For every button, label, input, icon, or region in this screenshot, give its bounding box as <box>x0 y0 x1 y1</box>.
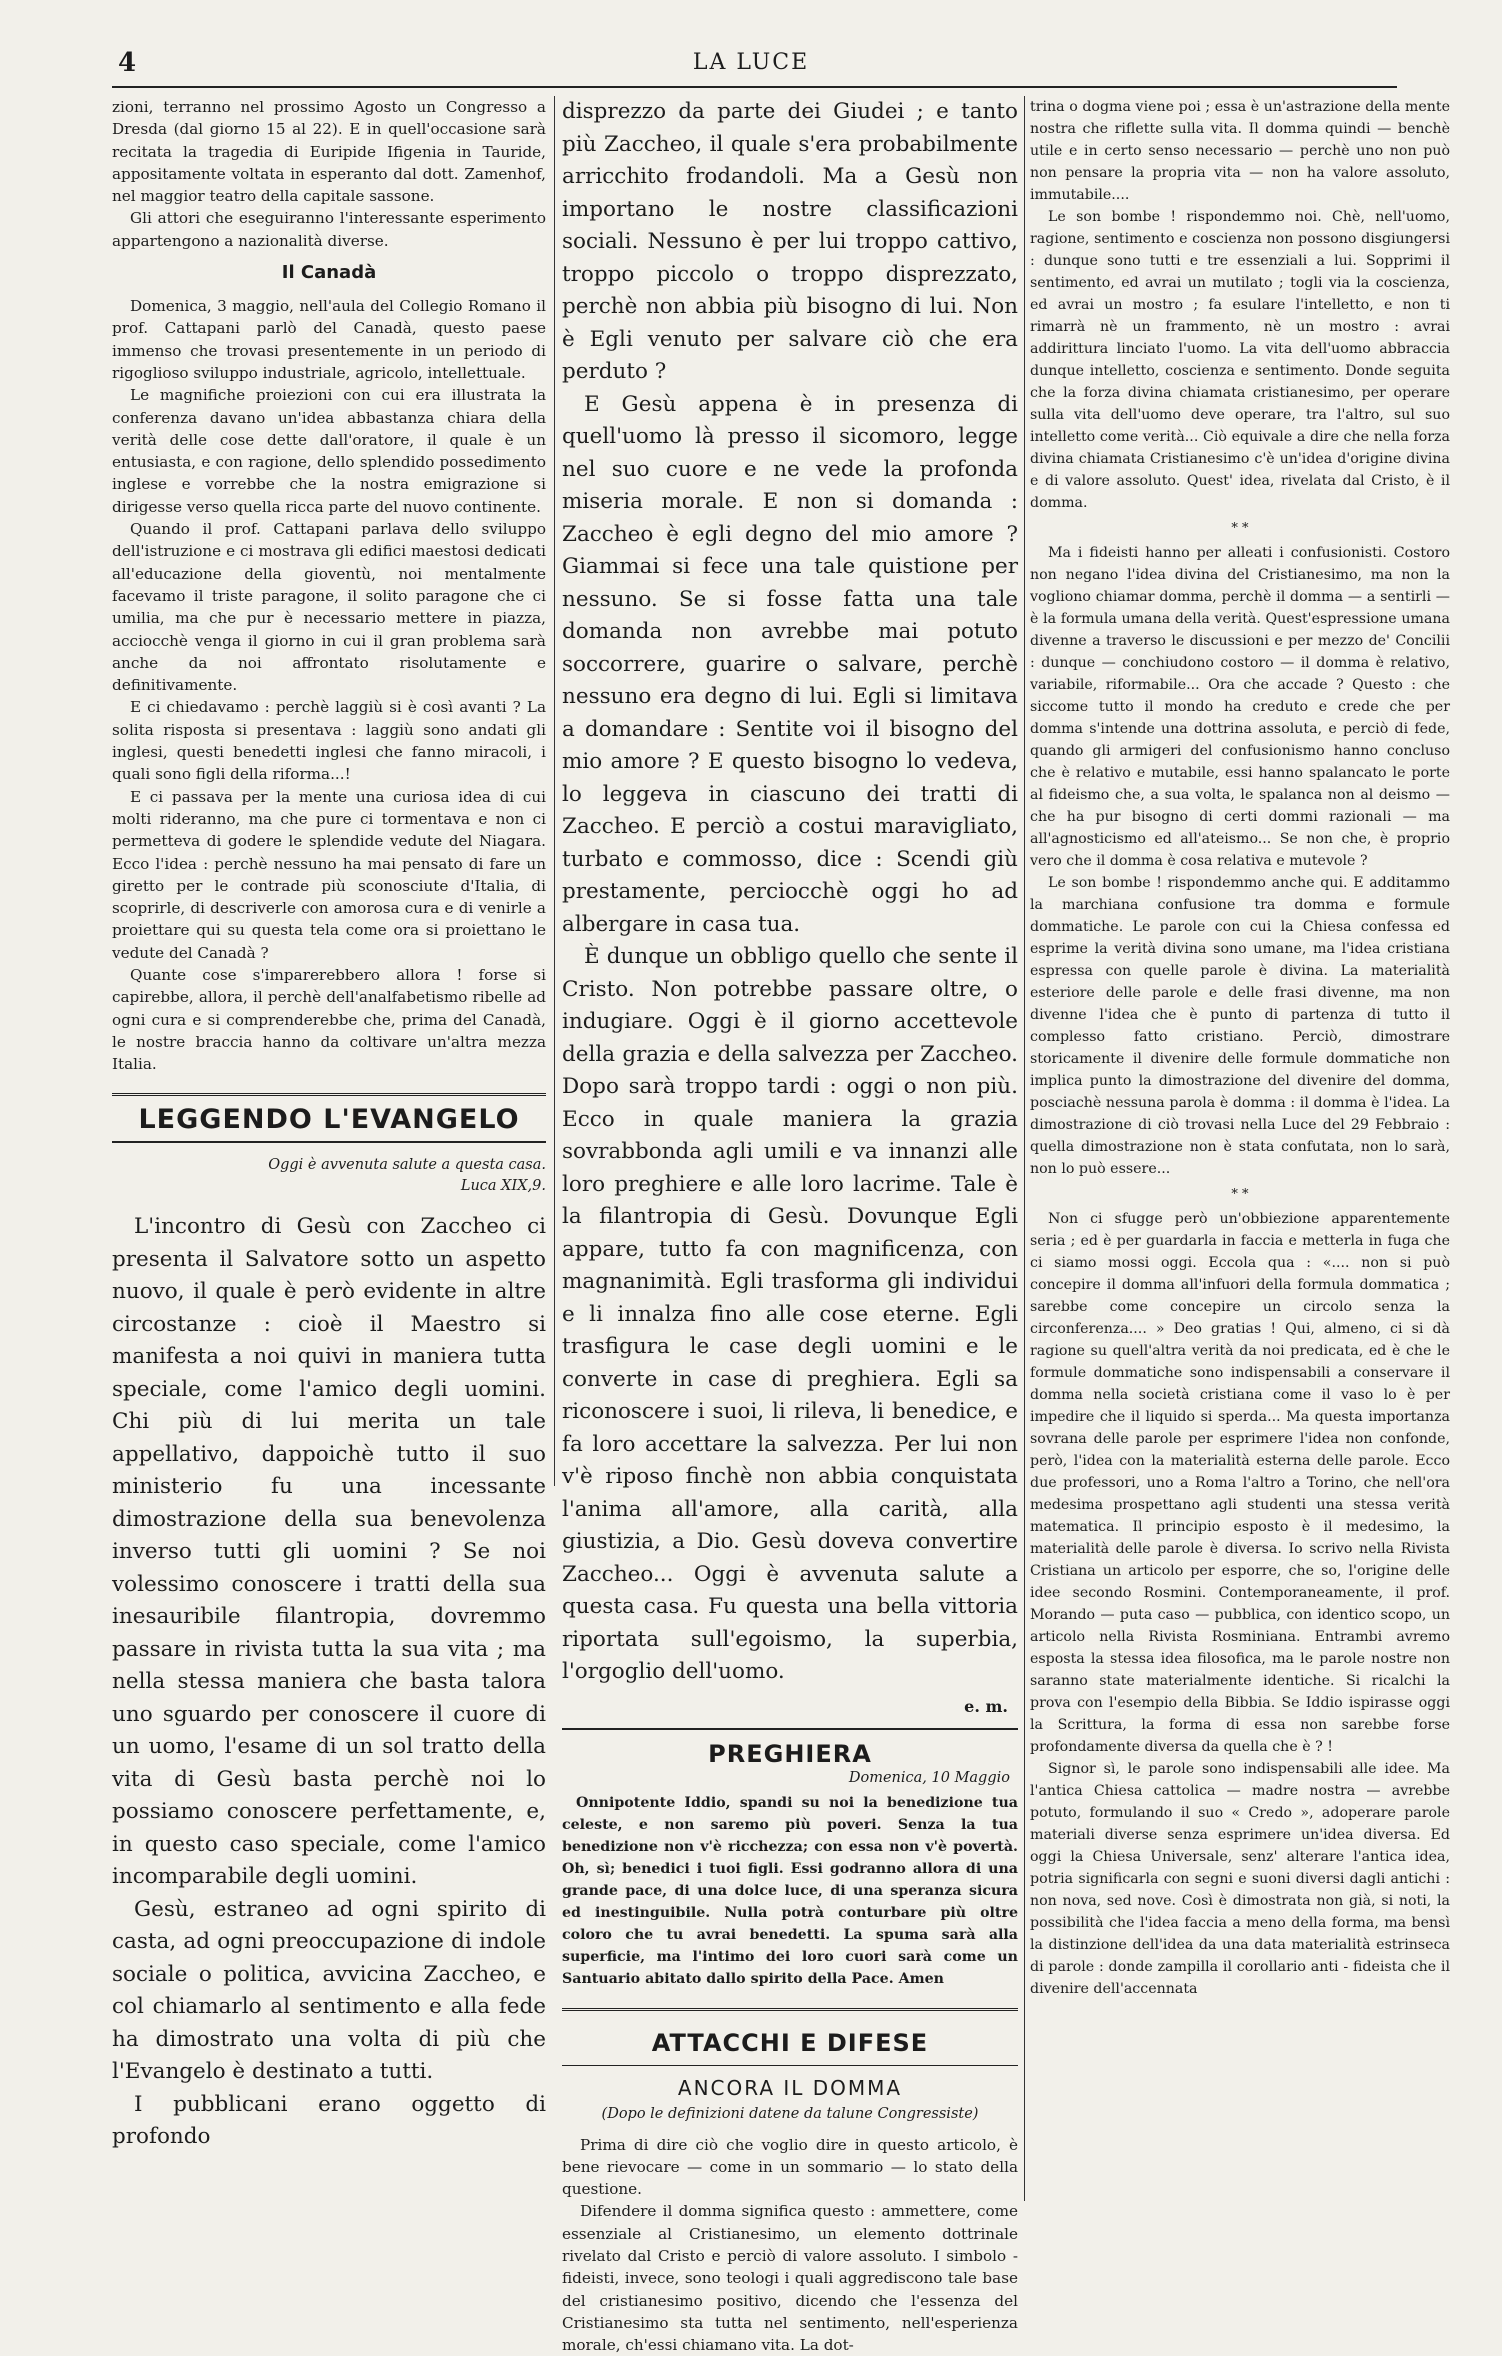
evangelo-paragraph: È dunque un obbligo quello che sente il Cristo. Non potrebbe passare oltre, o indugiare. Oggi è il giorno accettevole della grazia e della salvezza per Zaccheo. Dopo sarà troppo tardi : oggi o non più. Ecco in quale maniera la grazia sovrabbonda agli umili e va innanzi alle loro preghiere e alle loro lacrime. Tale è la filantropia di Gesù. Dovunque Egli appare, tutto fa con magnificenza, con magnanimità. Egli trasforma gli individui e li innalza fino alle cose eterne. Egli trasfigura le case degli uomini e le converte in case di preghiera. Egli sa riconoscere i suoi, li rileva, li benedice, e fa loro accettare la salvezza. Per lui non v'è riposo finchè non abbia conquistata l'anima all'amore, alla carità, alla giustizia, a Dio. Gesù doveva convertire Zaccheo... Oggi è avvenuta salute a questa casa. Fu questa una bella vittoria riportata sull'egoismo, la superbia, l'orgoglio dell'uomo. <box>562 944 1018 1684</box>
attacchi-underline <box>562 2065 1018 2066</box>
dogma-paragraph: Le son bombe ! rispondemmo anche qui. E additammo la marchiana confusione tra domma e formule dommatiche. Le parole con cui la Chiesa confessa ed esprime la verità divina sono umane, ma l'idea cristiana espressa con quelle parole è divina. La materialità esteriore delle parole e delle frasi divenne, ma non divenne l'idea che è punto di partenza di tutto il complesso fatto cristiano. Perciò, dimostrare storicamente il divenire delle formule dommatiche non implica punto la dimostrazione del divenire del domma, posciachè nessuna parola è domma : il domma è l'idea. La dimostrazione di ciò trovasi nella Luce del 29 Febbraio : quella dimostrazione non è stata confutata, non lo sarà, non lo può essere... <box>1030 875 1450 1177</box>
dogma-heading: ANCORA IL DOMMA <box>677 2075 903 2100</box>
dogma-note: (Dopo le definizioni datene da talune Congressiste) <box>601 2105 979 2122</box>
column-separator-1 <box>554 96 555 1486</box>
epigraph-reference: Luca XIX,9. <box>460 1178 546 1195</box>
page-number: 4 <box>118 48 137 78</box>
preghiera-date: Domenica, 10 Maggio <box>848 1769 1010 1786</box>
column-1 <box>112 96 546 2206</box>
dogma-paragraph: Ma i fideisti hanno per alleati i confusionisti. Costoro non negano l'idea divina del Cristianesimo, ma non la vogliono chiamar domma, perchè il domma — a sentirli — è la formula umana della verità. Quest'espressione umana divenne a traverso le discussioni e per mezzo de' Concilii : dunque — conchiudono costoro — il domma è relativo, variabile, riformabile... Ora che accade ? Questo : che siccome tutto il mondo ha creduto e crede che per domma s'intende una dottrina assoluta, e perciò di fede, quando gli armigeri del confusionismo hanno concluso che è relativo e mutabile, essi hanno spalancato le porte al fideismo che, a sua volta, le spalanca non al deismo — che ha pur bisogno di certi dommi razionali — ma all'agnosticismo ed all'ateismo... Se non che, è proprio vero che il domma è cosa relativa e mutevole ? <box>1030 545 1450 869</box>
evangelo-paragraph: L'incontro di Gesù con Zaccheo ci presenta il Salvatore sotto un aspetto nuovo, il quale è però evidente in altre circostanze : cioè il Maestro si manifesta a noi quivi in maniera tutta speciale, come l'amico degli uomini. Chi più di lui merita un tale appellativo, dappoichè tutto il suo ministerio fu una incessante dimostrazione della sua benevolenza inverso tutti gli uomini ? Se noi volessimo conoscere i tratti della sua inesauribile filantropia, dovremmo passare in rivista tutta la sua vita ; ma nella stessa maniera che basta talora uno sguardo per conoscere il cuore di un uomo, l'esame di un sol tratto della vita di Gesù basta perchè noi lo possiamo conoscere perfettamente, e, in questo caso speciale, come l'amico incomparabile degli uomini. <box>112 1214 546 1890</box>
evangelo-paragraph: I pubblicani erano oggetto di profondo <box>112 2091 546 2150</box>
canada-heading: Il Canadà <box>281 262 377 284</box>
column-3 <box>1030 96 1450 2206</box>
evangelo-heading: LEGGENDO L'EVANGELO <box>112 1093 546 1143</box>
dogma-continuation: trina o dogma viene poi ; essa è un'astrazione della mente nostra che riflette sulla vita. Il domma quindi — benchè utile e in certo senso necessario — perchè uno non può non pensare la propria vita — non ha valore assoluto, immutabile.... <box>1030 99 1450 203</box>
article-paragraph: Gli attori che eseguiranno l'interessante esperimento appartengono a nazionalità diverse. <box>112 209 546 250</box>
column-2 <box>562 96 1018 2355</box>
column-separator-2 <box>1024 96 1025 2201</box>
section-stars: * * <box>1231 521 1249 536</box>
newspaper-title: LA LUCE <box>692 50 810 75</box>
dogma-paragraph: Le son bombe ! rispondemmo noi. Chè, nell'uomo, ragione, sentimento e coscienza non possono disgiungersi : dunque sono tutti e tre essenziali a lui. Sopprimi il sentimento, ed avrai un mutilato ; togli via la coscienza, ed avrai un mostro ; fa esulare l'intelletto, e non ti rimarrà nè un frammento, nè un mostro : avrai addirittura linciato l'uomo. La vita dell'uomo abbraccia dunque intelletto, coscienza e sentimento. Donde seguita che la forza divina chiamata cristianesimo, per operare sulla vita dell'uomo deve operare, tra l'altro, sul suo intelletto come verità... Ciò equivale a dire che nella forza divina chiamata Cristianesimo c'è un'idea d'origine divina e di valore assoluto. Quest' idea, rivelata dal Cristo, è il domma. <box>1030 209 1450 511</box>
dogma-paragraph: Difendere il domma significa questo : ammettere, come essenziale al Cristianesimo, un elemento dottrinale rivelato dal Cristo e perciò di valore assoluto. I simbolo - fideisti, invece, sono teologi i quali aggrediscono tale base del cristianesimo positivo, dicendo che l'essenza del Cristianesimo sta tutta nel sentimento, nell'esperienza morale, ch'essi chiamano vita. La dot- <box>562 2202 1018 2355</box>
attacchi-rule <box>562 2008 1018 2011</box>
signature: e. m. <box>964 1696 1008 1716</box>
article-continuation: zioni, terranno nel prossimo Agosto un Congresso a Dresda (dal giorno 15 al 22). E in quell'occasione sarà recitata la tragedia di Euripide Ifigenia in Tauride, appositamente voltata in esperanto dal dott. Zamenhof, nel maggior teatro della capitale sassone. <box>112 98 546 206</box>
epigraph <box>112 1155 546 1197</box>
epigraph-text: Oggi è avvenuta salute a questa casa. <box>268 1157 546 1174</box>
evangelo-paragraph: E Gesù appena è in presenza di quell'uomo là presso il sicomoro, legge nel suo cuore e ne vede la profonda miseria morale. E non si domanda : Zaccheo è egli degno del mio amore ? Giammai si fece una tale quistione per nessuno. Se si fosse fatta una tale domanda non avrebbe mai potuto soccorrere, guarire o salvare, perchè nessuno era degno di lui. Egli si limitava a domandare : Sentite voi il bisogno del mio amore ? E questo bisogno lo vedeva, lo leggeva in ciascuno dei tratti di Zaccheo. E perciò a costui maravigliato, turbato e commosso, dice : Scendi giù prestamente, perciocchè oggi ho ad albergare in casa tua. <box>562 391 1018 937</box>
evangelo-paragraph: Gesù, estraneo ad ogni spirito di casta, ad ogni preoccupazione di indole sociale o politica, avvicina Zaccheo, e col chiamarlo al sentimento e alla fede ha dimostrato una volta di più che l'Evangelo è destinato a tutti. <box>112 1896 546 2085</box>
header-rule <box>112 86 1397 88</box>
dogma-paragraph: Signor sì, le parole sono indispensabili alle idee. Ma l'antica Chiesa cattolica — madre nostra — avrebbe potuto, formulando il suo « Credo », adoperare parole materiali diverse senza esprimere un'idea diversa. Ed oggi la Chiesa Universale, senz' alterare l'antica idea, potria significarla con segni e suoni diversi dagli antichi : non nova, sed nove. Così è dimostrata non già, si noti, la possibilità che l'idea faccia a meno della forma, ma bensì la distinzione dell'idea da una data materialità estrinseca di parole : donde zampilla il corollario anti - fideista che il divenire dell'accennata <box>1030 1761 1450 1997</box>
canada-paragraph: Le magnifiche proiezioni con cui era illustrata la conferenza davano un'idea abbastanza chiara della verità delle cose dette dall'oratore, il quale è un entusiasta, e con ragione, dello splendido possedimento inglese e vorrebbe che la nostra emigrazione si dirigesse verso quella ricca parte del nuovo continente. <box>112 386 546 516</box>
canada-paragraph: E ci passava per la mente una curiosa idea di cui molti rideranno, ma che pure ci tormentava e non ci permetteva di godere le splendide vedute del Niagara. Ecco l'idea : perchè nessuno ha mai pensato di fare un giretto per le contrade più sconosciute d'Italia, di scoprirle, di descriverle con amorosa cura e di venirle a proiettare qui su questa tela come ora si proiettano le vedute del Canadà ? <box>112 787 546 962</box>
attacchi-heading: ATTACCHI E DIFESE <box>651 2028 929 2057</box>
dogma-paragraph: Non ci sfugge però un'obbiezione apparentemente seria ; ed è per guardarla in faccia e metterla in fuga che ci siamo mossi oggi. Eccola qua : «.... non si può concepire il domma all'infuori della formula dommatica ; sarebbe come concepire un circolo senza la circonferenza.... » Deo gratias ! Qui, almeno, ci si dà ragione su quell'altra verità da noi predicata, ed è che le formule dommatiche sono indispensabili a conservare il domma nella società cristiana come il vaso lo è per impedire che il liquido si sperda... Ma questa importanza sovrana delle parole per esprimere l'idea non confonde, però, l'idea con la materialità esterna delle parole. Ecco due professori, uno a Roma l'altro a Torino, che nell'ora medesima prospettano agli studenti una stessa verità matematica. Il principio esposto è il medesimo, la materialità delle parole è diversa. Io scrivo nella Rivista Cristiana un articolo per esporre, che so, l'origine delle idee secondo Rosmini. Contemporaneamente, il prof. Morando — puta caso — pubblica, con identico scopo, un articolo nella Rivista Rosminiana. Entrambi avremo esposta la stessa idea filosofica, ma le parole nostre non saranno state materialmente identiche. Si ricalchi la prova con l'esempio della Bibbia. Se Iddio ispirasse oggi la Scrittura, la forma di essa non sarebbe forse profondamente diversa da quella che è ? ! <box>1030 1211 1450 1755</box>
preghiera-heading: PREGHIERA <box>708 1739 872 1768</box>
canada-paragraph: E ci chiedavamo : perchè laggiù si è così avanti ? La solita risposta si presentava : laggiù sono andati gli inglesi, questi benedetti inglesi che fanno miracoli, i quali sono figli della riforma...! <box>112 698 546 784</box>
canada-paragraph: Quante cose s'imparerebbero allora ! forse si capirebbe, allora, il perchè dell'analfabetismo ribelle ad ogni cura e si comprenderebbe che, prima del Canadà, le nostre braccia hanno da coltivare un'altra mezza Italia. <box>112 965 546 1074</box>
canada-paragraph: Quando il prof. Cattapani parlava dello sviluppo dell'istruzione e ci mostrava gli edifici maestosi dedicati all'educazione della gioventù, noi mentalmente facevamo il triste paragone, il solito paragone che ci umilia, ma che pur è necessario mettere in piazza, acciocchè venga il giorno in cui il gran problema sarà anche da noi affrontato risolutamente e definitivamente. <box>112 520 546 695</box>
evangelo-continuation: disprezzo da parte dei Giudei ; e tanto più Zaccheo, il quale s'era probabilmente arricchito frodandoli. Ma a Gesù non importano le nostre classificazioni sociali. Nessuno è per lui troppo cattivo, troppo piccolo o troppo disprezzato, perchè non abbia più bisogno di lui. Non è Egli venuto per salvare ciò che era perduto ? <box>562 99 1018 384</box>
canada-paragraph: Domenica, 3 maggio, nell'aula del Collegio Romano il prof. Cattapani parlò del Canadà, questo paese immenso che trovasi presentemente in un periodo di rigoglioso sviluppo industriale, agricolo, intellettuale. <box>112 297 546 382</box>
section-stars: * * <box>1231 1187 1249 1202</box>
preghiera-text: Onnipotente Iddio, spandi su noi la benedizione tua celeste, e non saremo più poveri. Senza la tua benedizione non v'è ricchezza; con essa non v'è povertà. Oh, sì; benedici i tuoi figli. Essi godranno allora di una grande pace, di una dolce luce, di una speranza sicura ed inestinguibile. Nulla potrà conturbare più oltre coloro che tu avrai benedetti. La spuma sarà alla superficie, ma l'intimo dei loro cuori sarà come un Santuario abitato dallo spirito della Pace. Amen <box>562 1794 1018 1987</box>
dogma-paragraph: Prima di dire ciò che voglio dire in questo articolo, è bene rievocare — come in un sommario — lo stato della questione. <box>562 2135 1018 2199</box>
